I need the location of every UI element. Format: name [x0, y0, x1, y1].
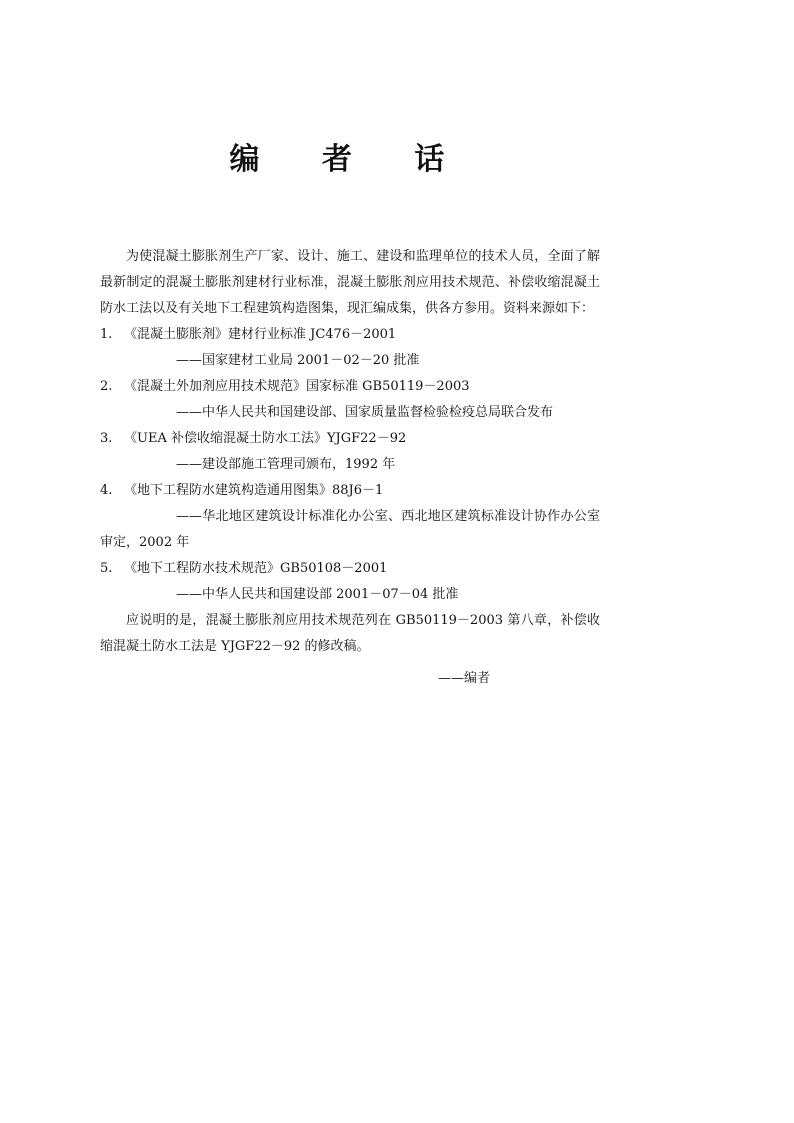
source-number: 4. — [100, 483, 113, 498]
source-name: 《混凝土外加剂应用技术规范》国家标准 GB50119－2003 — [124, 379, 470, 394]
source-item-5 — [100, 556, 600, 608]
source-name: 《混凝土膨胀剂》建材行业标准 JC476－2001 — [124, 327, 397, 342]
source-issuer: ——中华人民共和国建设部 2001－07－04 批准 — [176, 587, 459, 602]
source-item-4 — [100, 478, 600, 556]
source-issuer: ——国家建材工业局 2001－02－20 批准 — [176, 353, 420, 368]
source-title — [100, 478, 600, 504]
source-name: 《地下工程防水建筑构造通用图集》88J6－1 — [124, 483, 384, 498]
source-title — [100, 374, 600, 400]
source-name: 《UEA 补偿收缩混凝土防水工法》YJGF22－92 — [124, 431, 407, 446]
source-item-1 — [100, 322, 600, 374]
intro-paragraph: 为使混凝土膨胀剂生产厂家、设计、施工、建设和监理单位的技术人员，全面了解最新制定的混凝土膨胀剂建材行业标准，混凝土膨胀剂应用技术规范、补偿收缩混凝土防水工法以及有关地下工程建筑构造图集，现汇编成集，供各方参用。资料来源如下： — [100, 249, 600, 316]
preface-body — [100, 244, 600, 692]
source-name: 《地下工程防水技术规范》GB50108－2001 — [124, 561, 388, 576]
source-title — [100, 556, 600, 582]
source-number: 3. — [100, 431, 113, 446]
page-title: 编 者 话 — [229, 142, 471, 177]
source-number: 5. — [100, 561, 113, 576]
source-issuer: ——建设部施工管理司颁布，1992 年 — [176, 457, 396, 472]
source-item-3 — [100, 426, 600, 478]
note-paragraph: 应说明的是，混凝土膨胀剂应用技术规范列在 GB50119－2003 第八章，补偿收缩混凝土防水工法是 YJGF22－92 的修改稿。 — [100, 613, 600, 654]
source-number: 2. — [100, 379, 113, 394]
source-item-2 — [100, 374, 600, 426]
source-title — [100, 426, 600, 452]
source-issuer: ——中华人民共和国建设部、国家质量监督检验检疫总局联合发布 — [176, 405, 554, 420]
source-title — [100, 322, 600, 348]
source-issuer: ——华北地区建筑设计标准化办公室、西北地区建筑标准设计协作办公室审定，2002 年 — [100, 509, 600, 550]
source-number: 1. — [100, 327, 113, 342]
signature: ——编者 — [438, 671, 491, 686]
